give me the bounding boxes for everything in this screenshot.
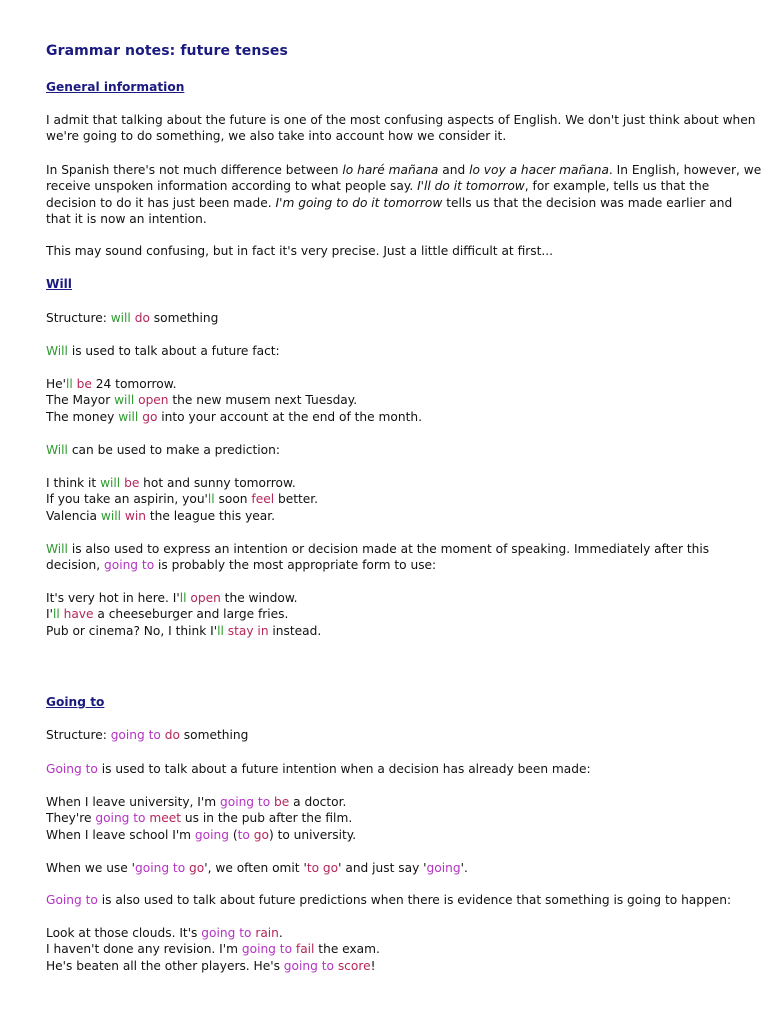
verb-word: be [274, 795, 290, 809]
text-run: Structure: [46, 311, 111, 325]
general-paragraph-3: This may sound confusing, but in fact it's very precise. Just a little difficult at first... [46, 244, 554, 258]
text-run: Look at those clouds. It's [46, 926, 202, 940]
text-line [46, 195, 736, 211]
example-line [46, 925, 736, 941]
will-word: Will [46, 542, 68, 556]
text-run: something [179, 728, 249, 742]
text-run: is also used to talk about future predictions when there is evidence that something is going to happen: [97, 893, 732, 907]
text-run: the window. [220, 591, 298, 605]
will-word: Will [46, 443, 68, 457]
going-to-word: going [194, 827, 229, 842]
going-to-intention-intro [46, 761, 736, 777]
verb-word: be [124, 476, 140, 490]
will-word: ll [66, 377, 73, 391]
example-line [46, 392, 736, 408]
will-word: will [110, 311, 131, 325]
example-line [46, 508, 736, 524]
heading-general-information: General information [46, 80, 185, 94]
going-to-word: going to [241, 942, 293, 957]
example-line [46, 475, 736, 491]
text-run: receive unspoken information according to what people say. [46, 179, 418, 194]
text-run: In Spanish there's not much difference between [46, 163, 343, 177]
text-run: is probably the most appropriate form to use: [154, 558, 437, 573]
example-line [46, 376, 736, 392]
will-word: ll [52, 607, 60, 622]
verb-word: open [138, 393, 169, 408]
text-run: Valencia [46, 508, 101, 523]
verb-word: do [134, 311, 150, 325]
general-paragraph-1 [46, 112, 756, 145]
going-to-word: going [426, 861, 461, 875]
text-run: ! [370, 958, 376, 973]
verb-word: to go [306, 861, 339, 875]
text-run: When we use ' [46, 861, 136, 875]
verb-word: go [253, 827, 269, 842]
text-run: hot and sunny tomorrow. [139, 476, 296, 490]
example-line [46, 623, 736, 639]
heading-will: Will [46, 277, 72, 291]
text-run: instead. [268, 623, 322, 638]
going-to-evidence-examples [46, 925, 736, 974]
verb-word: score [337, 958, 371, 973]
text-run: into your account at the end of the month. [157, 409, 422, 424]
will-intention-examples [46, 590, 736, 639]
verb-word: meet [149, 811, 182, 826]
text-run: The money [46, 409, 119, 424]
verb-word: go [142, 409, 158, 424]
text-run: the league this year. [146, 508, 276, 523]
text-line [46, 541, 736, 557]
verb-word: be [76, 377, 92, 391]
will-fact-examples [46, 376, 736, 425]
will-word: will [118, 409, 139, 424]
text-run: a cheeseburger and large fries. [93, 607, 289, 622]
will-word: will [100, 476, 121, 490]
will-word: ll [207, 492, 215, 507]
going-to-word: going to [135, 861, 186, 875]
text-run: something [149, 311, 219, 325]
verb-word: open [190, 591, 221, 605]
verb-word: win [124, 508, 147, 523]
will-word: will [114, 393, 135, 408]
text-run: I think it [46, 476, 101, 490]
heading-going-to: Going to [46, 695, 105, 709]
verb-word: have [63, 607, 94, 622]
english-example: I'm going to do it tomorrow [275, 195, 443, 210]
text-run: a doctor. [289, 795, 347, 809]
going-to-word: going to [201, 926, 252, 940]
going-to-intention-examples [46, 794, 736, 843]
text-run: It's very hot in here. I' [46, 591, 180, 605]
will-word: Will [46, 344, 68, 358]
text-run: He' [46, 377, 67, 391]
verb-word: do [164, 728, 180, 742]
text-run: us in the pub after the film. [181, 811, 353, 826]
text-run: They're [46, 811, 96, 826]
will-prediction-examples [46, 475, 736, 524]
will-intention-intro [46, 541, 736, 574]
going-to-word: going to [104, 558, 155, 573]
going-to-word: to [237, 827, 250, 842]
text-run: soon [214, 492, 252, 507]
general-paragraph-2 [46, 162, 762, 227]
going-to-word: going to [95, 811, 146, 826]
spanish-example: lo haré mañana [342, 163, 439, 177]
text-run: is used to talk about a future intention when a decision has already been made: [97, 762, 591, 776]
text-line: I admit that talking about the future is one of the most confusing aspects of English. We don't just think about when [46, 113, 756, 127]
will-word: will [100, 508, 122, 523]
going-to-evidence-intro [46, 892, 736, 908]
text-run: ', we often omit ' [204, 861, 307, 875]
text-run: He's beaten all the other players. He's [46, 958, 284, 973]
verb-word: stay in [227, 623, 269, 638]
example-line [46, 794, 736, 810]
text-run: tells us that the decision was made earlier and [442, 195, 733, 210]
going-to-structure [46, 727, 736, 743]
example-line [46, 409, 736, 425]
text-run: is also used to express an intention or decision made at the moment of speaking. Immediately after this [67, 542, 710, 556]
example-line [46, 958, 736, 974]
text-run: is used to talk about a future fact: [67, 344, 280, 358]
text-run: can be used to make a prediction: [67, 443, 280, 457]
example-line [46, 827, 736, 843]
text-line [46, 178, 736, 194]
verb-word: fail [295, 942, 315, 957]
example-line [46, 941, 736, 957]
page-title: Grammar notes: future tenses [46, 43, 288, 59]
text-run: I haven't done any revision. I'm [46, 942, 242, 957]
text-run: Pub or cinema? No, I think I' [46, 623, 218, 638]
text-run: decision, [46, 558, 104, 573]
verb-word: go [189, 861, 205, 875]
text-run: When I leave school I'm [46, 827, 195, 842]
going-to-omit-note [46, 860, 736, 876]
example-line [46, 590, 736, 606]
will-word: ll [217, 623, 224, 638]
going-to-word: going to [110, 728, 161, 742]
will-prediction-intro [46, 442, 736, 458]
text-run: '. [460, 861, 468, 875]
text-run: the new musem next Tuesday. [168, 393, 358, 408]
will-structure [46, 310, 736, 326]
verb-word: feel [251, 492, 275, 507]
text-run: When I leave university, I'm [46, 795, 220, 809]
text-run: If you take an aspirin, you' [46, 492, 208, 507]
text-run: . [278, 926, 283, 940]
will-fact-intro [46, 343, 736, 359]
text-run: . In English, however, we [608, 163, 762, 177]
text-run: the exam. [314, 942, 380, 957]
text-run: ' and just say ' [338, 861, 427, 875]
verb-word: rain [255, 926, 279, 940]
text-run: ( [228, 827, 238, 842]
text-run: I' [46, 607, 53, 622]
going-to-word: Going to [46, 762, 98, 776]
example-line [46, 810, 736, 826]
text-run: 24 tomorrow. [91, 377, 177, 391]
text-line: we're going to do something, we also take into account how we consider it. [46, 129, 507, 144]
example-line [46, 606, 736, 622]
text-run: better. [274, 492, 319, 507]
text-run: and [438, 163, 470, 177]
text-line [46, 557, 736, 573]
english-example: I'll do it tomorrow [417, 179, 525, 194]
text-run: , for example, tells us that the [524, 179, 710, 194]
text-line [46, 162, 762, 178]
going-to-word: Going to [46, 893, 98, 907]
text-run: ) to university. [268, 827, 357, 842]
text-run: Structure: [46, 728, 111, 742]
going-to-word: going to [220, 795, 271, 809]
will-word: ll [179, 591, 187, 605]
example-line [46, 491, 736, 507]
going-to-word: going to [283, 958, 334, 973]
text-line: that it is now an intention. [46, 211, 207, 226]
text-run: The Mayor [46, 393, 115, 408]
text-run: decision to do it has just been made. [46, 195, 276, 210]
spanish-example: lo voy a hacer mañana [469, 163, 609, 177]
